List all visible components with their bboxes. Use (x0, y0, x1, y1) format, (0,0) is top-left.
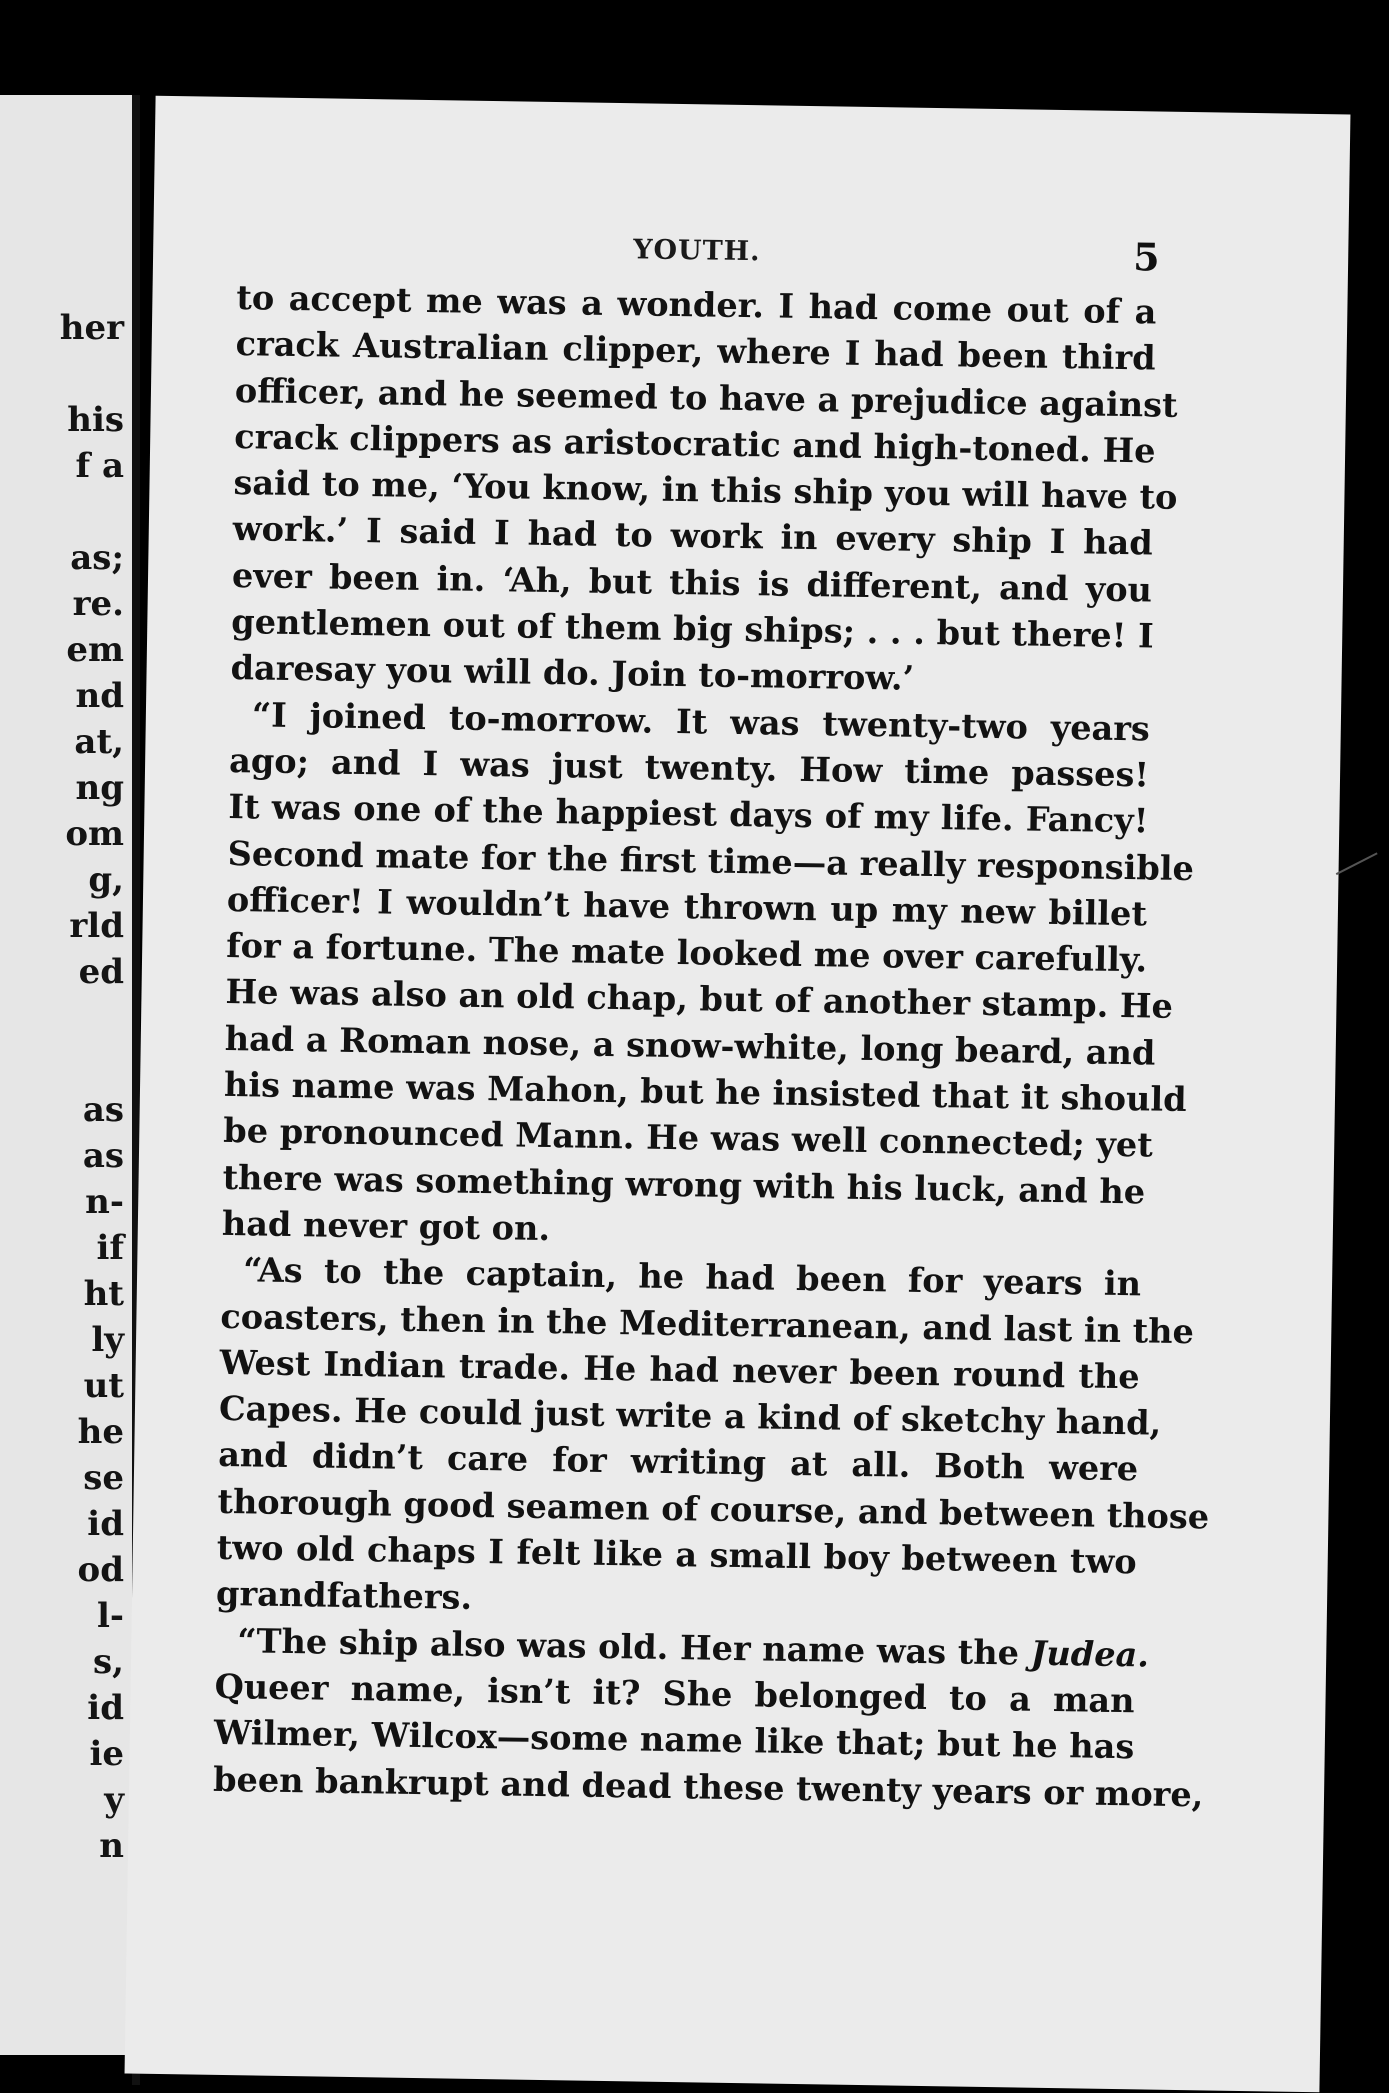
text-line: Capes. He could just write a kind of sketchy hand, (218, 1389, 1162, 1443)
facing-line: g, (88, 860, 124, 900)
text-line: He was also an old chap, but of another stamp. He (225, 972, 1174, 1027)
text-line: ago; and I was just twenty. How time passes! (228, 740, 1150, 795)
running-head: YOUTH. (633, 234, 761, 268)
text-line: thorough good seamen of course, and between those (217, 1481, 1210, 1537)
text-line: daresay you will do. Join to-morrow.’ (230, 648, 915, 699)
facing-line: ly (91, 1320, 124, 1360)
facing-line: at, (74, 722, 124, 762)
facing-line: od (77, 1550, 124, 1590)
body-text (212, 275, 1210, 1817)
facing-page-fragment (0, 95, 132, 2055)
text-line: his name was Mahon, but he insisted that it should (223, 1064, 1187, 1120)
text-line: “As to the captain, he had been for years in (242, 1250, 1142, 1304)
text-line: Queer name, isn’t it? She belonged to a man (214, 1666, 1135, 1721)
text-line: ever been in. ‘Ah, but this is different, and you (231, 555, 1153, 610)
facing-line: l- (96, 1596, 124, 1636)
facing-line: f a (75, 446, 124, 486)
text-line: be pronounced Mann. He was well connected; yet (223, 1111, 1154, 1165)
text-line: said to me, ‘You know, in this ship you will have to (233, 463, 1178, 518)
facing-line: ht (83, 1274, 124, 1314)
text-line: had a Roman nose, a snow-white, long beard, and (224, 1018, 1156, 1073)
facing-line: em (66, 630, 124, 670)
text-line: officer, and he seemed to have a prejudice against (234, 370, 1178, 425)
facing-line: y (104, 1780, 124, 1820)
text-line: crack Australian clipper, where I had been third (235, 324, 1156, 378)
facing-line: n (99, 1826, 124, 1866)
facing-line: om (65, 814, 124, 854)
facing-line: ie (89, 1734, 124, 1774)
facing-line (60, 1041, 124, 1087)
text-line: gentlemen out of them big ships; . . . but there! I (231, 602, 1154, 656)
text-line: “I joined to-morrow. It was twenty-two years (251, 695, 1151, 749)
facing-line (60, 351, 124, 397)
facing-line (60, 489, 124, 535)
facing-line: her (59, 308, 124, 348)
facing-line: if (96, 1228, 124, 1268)
text-line: West Indian trade. He had never been round the (219, 1342, 1140, 1397)
book-page (125, 96, 1351, 2093)
facing-line: as (82, 1136, 124, 1176)
facing-page-text (60, 305, 124, 1869)
facing-line: ed (78, 952, 124, 992)
text-line: crack clippers as aristocratic and high-toned. He (233, 416, 1156, 471)
facing-line: id (87, 1504, 124, 1544)
facing-line: his (67, 400, 124, 440)
facing-line: id (87, 1688, 124, 1728)
facing-line: ng (75, 768, 124, 808)
facing-line: rld (69, 906, 124, 946)
facing-line: nd (75, 676, 124, 716)
facing-line: as; (70, 538, 124, 578)
text-line: grandfathers. (215, 1574, 473, 1618)
facing-line: n- (85, 1182, 124, 1222)
text-line: been bankrupt and dead these twenty years or more, (212, 1759, 1204, 1814)
text-line: coasters, then in the Mediterranean, and last in the (220, 1296, 1195, 1351)
ship-name: Judea. (1030, 1633, 1150, 1675)
facing-line (60, 995, 124, 1041)
page-number: 5 (1132, 234, 1161, 280)
text-line: officer! I wouldn’t have thrown up my new billet (226, 879, 1148, 934)
text-line: to accept me was a wonder. I had come out of a (236, 278, 1157, 332)
text-line: work.’ I said I had to work in every ship I had (232, 509, 1154, 563)
facing-line: he (77, 1412, 124, 1452)
text-line: It was one of the happiest days of my life. Fancy! (228, 787, 1149, 841)
facing-line: se (83, 1458, 124, 1498)
facing-line: s, (93, 1642, 124, 1682)
text-line: had never got on. (221, 1203, 551, 1249)
margin-mark (1336, 852, 1378, 875)
text-line: and didn’t care for writing at all. Both were (217, 1435, 1139, 1489)
text-line: Wilmer, Wilcox—some name like that; but he has (213, 1713, 1135, 1767)
facing-line: as (82, 1090, 124, 1130)
text-line: two old chaps I felt like a small boy between two (216, 1527, 1138, 1582)
facing-line: re. (72, 584, 124, 624)
text-span: “The ship also was old. Her name was the (237, 1620, 1031, 1673)
text-line: for a fortune. The mate looked me over carefully. (225, 926, 1148, 980)
facing-line: ut (83, 1366, 124, 1406)
text-line: Second mate for the first time—a really responsible (227, 833, 1195, 888)
text-line: there was something wrong with his luck, and he (222, 1157, 1146, 1212)
